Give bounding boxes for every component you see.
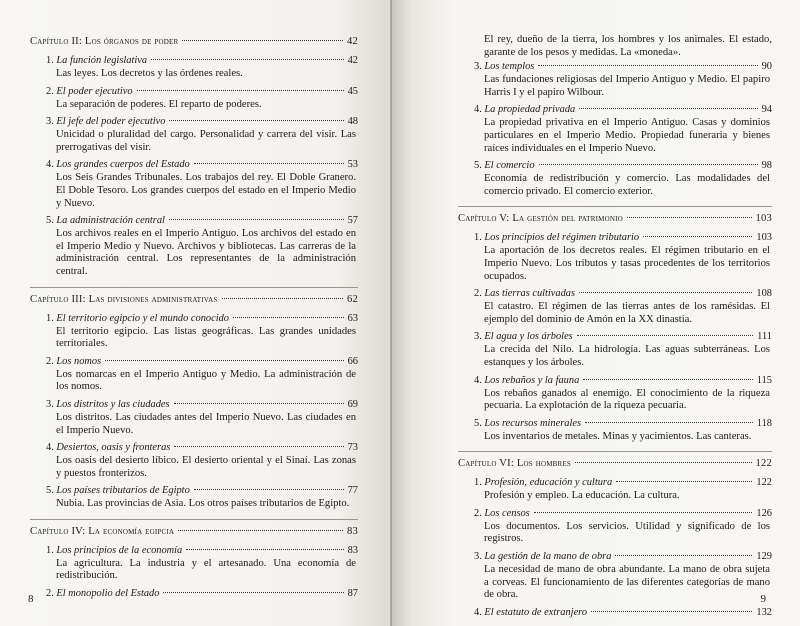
section-description: El territorio egipcio. Las listas geográficas. Las grandes unidades territoriales. (56, 325, 356, 350)
dot-leader (575, 462, 752, 463)
dot-leader (105, 360, 343, 361)
dot-leader (591, 611, 752, 612)
section-number: 1. (474, 477, 482, 489)
section-description: Los archivos reales en el Imperio Antiguo. Los archivos del estado en el Imperio Medio y Nuevo. Archivos y bibliotecas. Las carreras de la administración central. Los representantes de la administración central. (56, 228, 356, 277)
section-number: 2. (474, 288, 482, 300)
section-title (474, 416, 581, 431)
section-page-number: 69 (347, 398, 358, 410)
dot-leader (579, 108, 757, 109)
section-number: 4. (46, 442, 54, 454)
section-description: Nubia. Las provincias de Asia. Los otros países tributarios de Egipto. (56, 498, 350, 510)
section-entry (458, 102, 772, 117)
section-title-text: El monopolio del Estado (56, 588, 160, 600)
section-title-text: El agua y los árboles (484, 331, 573, 343)
section-title (474, 549, 611, 564)
dot-leader (615, 555, 752, 556)
section-title-text: Los nomos (56, 355, 102, 367)
dot-leader (174, 446, 343, 447)
section-entry (30, 114, 358, 129)
section-description: Las fundaciones religiosas del Imperio Antiguo y Medio. El papiro Harris I y el papiro Wilbour. (484, 74, 770, 98)
section-entry (30, 440, 358, 455)
left-page (0, 0, 392, 626)
section-entry (458, 605, 772, 620)
section-title (474, 286, 575, 301)
section-entry (30, 586, 358, 601)
section-description: Unicidad o pluralidad del cargo. Personalidad y carrera del visir. Las prerrogativas del visir. (56, 129, 356, 153)
chapter-divider (458, 206, 772, 207)
section-entry (458, 286, 772, 301)
section-page-number: 108 (756, 288, 772, 300)
chapter-divider (30, 519, 358, 520)
chapter-title: Capítulo V: La gestión del patrimonio (458, 213, 623, 225)
section-entry (458, 230, 772, 245)
section-title (474, 102, 575, 117)
section-entry (458, 475, 772, 490)
section-title-text: Los principios de la economía (56, 544, 183, 556)
section-page-number: 94 (761, 104, 772, 116)
section-number: 4. (474, 104, 482, 116)
page-number-right: 9 (760, 593, 766, 605)
section-number: 5. (474, 160, 482, 172)
chapter-title: Capítulo II: Los órganos de poder (30, 36, 179, 47)
dot-leader (222, 298, 344, 299)
section-page-number: 73 (347, 442, 358, 454)
section-page-number: 87 (347, 588, 358, 600)
section-description: Los oasis del desierto líbico. El desierto oriental y el Sinaí. Las zonas y puestos fronterizos. (56, 455, 356, 479)
dot-leader (643, 236, 752, 237)
section-page-number: 63 (347, 312, 358, 324)
section-entry (458, 158, 772, 173)
section-description: Los Seis Grandes Tribunales. Los trabajos del rey. El Doble Granero. El Doble Tesoro. Los grandes cuerpos del estado en el Imperio Medio y Nuevo. (56, 172, 356, 209)
section-page-number: 118 (756, 417, 772, 429)
section-title (474, 506, 530, 521)
dot-leader (534, 512, 753, 513)
section-title-text: Los distritos y las ciudades (56, 398, 170, 410)
section-number: 1. (474, 232, 482, 244)
section-title (46, 543, 182, 558)
section-number: 2. (46, 85, 54, 97)
dot-leader (577, 335, 753, 336)
section-entry (30, 53, 358, 68)
section-page-number: 129 (756, 551, 772, 563)
spacer (30, 601, 358, 604)
section-number: 4. (46, 159, 54, 171)
section-description: Economía de redistribución y comercio. Las modalidades del comercio privado. El comercio exterior. (484, 173, 770, 197)
section-title (474, 605, 587, 620)
section-entry (30, 311, 358, 326)
section-entry (30, 213, 358, 228)
section-title-text: Los recursos minerales (484, 417, 582, 429)
section-title-text: Los templos (484, 61, 535, 73)
dot-leader (627, 217, 752, 218)
dot-leader (174, 403, 344, 404)
section-page-number: 132 (756, 606, 772, 618)
section-number: 2. (46, 588, 54, 600)
chapter-page-number: 103 (755, 213, 772, 225)
dot-leader (233, 317, 344, 318)
dot-leader (169, 219, 344, 220)
dot-leader (137, 90, 344, 91)
section-title-text: Los censos (484, 507, 530, 519)
section-title-text: Las tierras cultivadas (484, 288, 576, 300)
section-title-text: Los países tributarios de Egipto (56, 485, 190, 497)
chapter-page-number: 83 (347, 525, 358, 537)
section-number: 3. (46, 116, 54, 128)
spacer (458, 198, 772, 201)
section-description: La separación de poderes. El reparto de poderes. (56, 98, 262, 110)
section-title (474, 475, 612, 490)
section-title-text: Los principios del régimen tributario (484, 232, 640, 244)
section-title (474, 373, 579, 388)
section-title (474, 230, 639, 245)
spacer (458, 620, 772, 623)
section-number: 2. (474, 507, 482, 519)
section-number: 5. (46, 485, 54, 497)
section-description: Los inventarios de metales. Minas y yacimientos. Las canteras. (484, 430, 752, 442)
section-title (46, 84, 133, 99)
chapter-page-number: 122 (755, 458, 772, 470)
section-page-number: 66 (347, 355, 358, 367)
continued-description: El rey, dueño de la tierra, los hombres y los animales. El estado, garante de los pesos y medidas. La «moneda». (484, 34, 772, 58)
section-number: 1. (46, 544, 54, 556)
section-entry (458, 416, 772, 431)
section-number: 4. (474, 606, 482, 618)
section-number: 3. (474, 551, 482, 563)
dot-leader (538, 65, 757, 66)
chapter-heading (458, 211, 772, 227)
section-entry (458, 549, 772, 564)
section-title (46, 440, 170, 455)
section-page-number: 48 (347, 116, 358, 128)
spacer (458, 443, 772, 446)
section-title-text: El territorio egipcio y el mundo conocido (56, 312, 229, 324)
section-page-number: 42 (347, 55, 358, 66)
chapter-heading (30, 292, 358, 308)
chapter-page-number: 62 (347, 293, 358, 305)
section-title-text: El poder ejecutivo (56, 85, 133, 97)
section-page-number: 57 (347, 215, 358, 227)
section-title (474, 59, 534, 74)
section-description: Profesión y empleo. La educación. La cultura. (484, 490, 680, 502)
section-number: 4. (474, 374, 482, 386)
section-title-text: La propiedad privada (484, 104, 576, 116)
chapter-heading (30, 524, 358, 540)
section-title-text: El estatuto de extranjero (484, 606, 588, 618)
dot-leader (579, 292, 752, 293)
dot-leader (539, 164, 758, 165)
section-number: 3. (474, 61, 482, 73)
section-entry (30, 483, 358, 498)
section-title (46, 157, 190, 172)
section-title (46, 213, 165, 228)
section-title (46, 311, 229, 326)
section-page-number: 53 (347, 159, 358, 171)
section-description: La aportación de los decretos reales. El régimen tributario en el Imperio Nuevo. Los tributos y tasas procedentes de los territorios ocupados. (484, 245, 770, 282)
dot-leader (182, 40, 343, 41)
section-page-number: 103 (756, 232, 772, 244)
section-entry (30, 397, 358, 412)
section-title-text: La función legislativa (56, 55, 148, 66)
section-title (474, 329, 573, 344)
section-entry (458, 373, 772, 388)
section-title-text: El comercio (484, 160, 535, 172)
left-toc-column (30, 34, 358, 604)
dot-leader (186, 549, 343, 550)
section-description: El catastro. El régimen de las tierras antes de los ramésidas. El ejemplo del dominio de Amón en la XX dinastía. (484, 301, 770, 325)
section-entry (458, 506, 772, 521)
chapter-heading (30, 34, 358, 50)
spacer (30, 279, 358, 282)
section-page-number: 83 (347, 544, 358, 556)
section-page-number: 90 (761, 61, 772, 73)
spacer (30, 511, 358, 514)
chapter-title: Capítulo III: Las divisiones administrativas (30, 293, 218, 305)
section-description: La propiedad privativa en el Imperio Antiguo. Casas y dominios particulares en el Imperio Medio. Propiedad funeraria y bienes raíces individuales en el Imperio Nuevo. (484, 117, 770, 154)
dot-leader (151, 59, 344, 60)
section-title (46, 53, 147, 68)
right-page (392, 0, 800, 626)
section-title-text: Profesión, educación y cultura (484, 477, 613, 489)
dot-leader (169, 120, 343, 121)
section-page-number: 115 (756, 374, 772, 386)
section-number: 1. (46, 55, 54, 66)
section-page-number: 45 (347, 85, 358, 97)
section-description: Los nomarcas en el Imperio Antiguo y Medio. La administración de los nomos. (56, 368, 356, 393)
section-description: Los rebaños ganados al enemigo. El conocimiento de la riqueza pecuaria. La explotación de la riqueza pecuaria. (484, 387, 770, 412)
section-title-text: Los rebaños y la fauna (484, 374, 580, 386)
section-title (46, 354, 101, 369)
dot-leader (616, 481, 752, 482)
section-page-number: 98 (761, 160, 772, 172)
section-description: Las leyes. Los decretos y las órdenes reales. (56, 68, 243, 79)
section-number: 2. (46, 355, 54, 367)
section-title-text: Los grandes cuerpos del Estado (56, 159, 190, 171)
section-title (474, 158, 535, 173)
section-page-number: 77 (347, 485, 358, 497)
section-number: 3. (46, 398, 54, 410)
section-page-number: 111 (757, 331, 772, 343)
section-title-text: La gestión de la mano de obra (484, 551, 612, 563)
chapter-divider (458, 451, 772, 452)
section-description: Los distritos. Las ciudades antes del Imperio Nuevo. Las ciudades en el Imperio Nuevo. (56, 411, 356, 436)
page-number-left: 8 (28, 593, 34, 605)
section-description: Los documentos. Los servicios. Utilidad y significado de los registros. (484, 520, 770, 545)
section-number: 5. (474, 417, 482, 429)
section-number: 1. (46, 312, 54, 324)
section-entry (30, 543, 358, 558)
section-description: La crecida del Nilo. La hidrología. Las aguas subterráneas. Los estanques y los árboles. (484, 344, 770, 368)
chapter-title: Capítulo VI: Los hombres (458, 458, 571, 470)
dot-leader (163, 592, 343, 593)
dot-leader (194, 489, 344, 490)
chapter-heading (458, 456, 772, 472)
section-entry (30, 84, 358, 99)
section-title-text: El jefe del poder ejecutivo (56, 116, 166, 128)
section-page-number: 126 (756, 507, 772, 519)
chapter-divider (30, 287, 358, 288)
dot-leader (194, 163, 344, 164)
section-page-number: 122 (756, 477, 772, 489)
right-toc-column (458, 34, 772, 623)
section-description: La necesidad de mano de obra abundante. La mano de obra sujeta a corveas. El funcionamiento de las diferentes categorías de mano de obra. (484, 564, 770, 601)
section-number: 5. (46, 215, 54, 227)
section-number: 3. (474, 331, 482, 343)
dot-leader (178, 530, 343, 531)
section-title-text: La administración central (56, 215, 165, 227)
section-entry (30, 157, 358, 172)
chapter-title: Capítulo IV: La economía egipcia (30, 525, 175, 537)
dot-leader (585, 422, 753, 423)
section-title (46, 397, 170, 412)
section-entry (458, 329, 772, 344)
chapter-page-number: 42 (347, 36, 358, 47)
dot-leader (583, 379, 753, 380)
section-title (46, 483, 190, 498)
section-title-text: Desiertos, oasis y fronteras (56, 442, 171, 454)
section-entry (30, 354, 358, 369)
section-description: La agricultura. La industria y el artesanado. Una economía de redistribución. (56, 557, 356, 582)
section-title (46, 586, 159, 601)
section-entry (458, 59, 772, 74)
section-title (46, 114, 165, 129)
